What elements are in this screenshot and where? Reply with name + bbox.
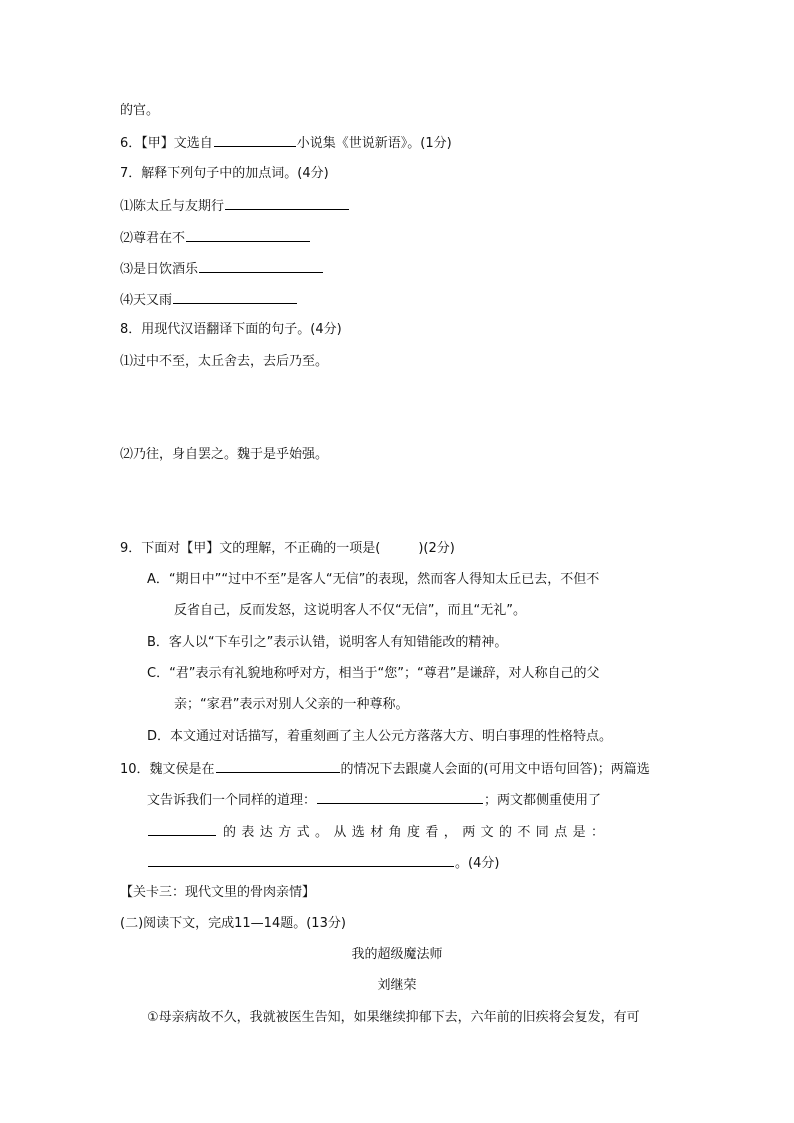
item-text: ⑷天又雨 <box>120 293 173 308</box>
answer-blank[interactable] <box>148 852 454 867</box>
answer-blank[interactable] <box>214 132 296 147</box>
answer-blank[interactable] <box>173 289 297 304</box>
answer-blank[interactable] <box>216 758 340 773</box>
question-10-text: ；两文都侧重使用了 <box>484 793 602 808</box>
option-b: B．客人以“下车引之”表示认错，说明客人有知错能改的精神。 <box>147 635 508 650</box>
question-10-line-2 <box>147 789 601 809</box>
answer-blank[interactable] <box>317 789 483 804</box>
item-text: ⑵尊君在不 <box>120 231 186 246</box>
question-6-text-end: 小说集《世说新语》。(1分) <box>296 136 452 151</box>
question-10-line-4 <box>147 852 499 872</box>
question-6 <box>120 132 452 152</box>
article-paragraph-1: ①母亲病故不久，我就被医生告知，如果继续抑郁下去，六年前的旧疾将会复发，有可 <box>147 1010 640 1025</box>
question-10-text: 文告诉我们一个同样的道理： <box>147 793 317 808</box>
option-c-line-2: 亲；“家君”表示对别人父亲的一种尊称。 <box>174 697 409 712</box>
option-a-line-1: A．“期日中”“过中不至”是客人“无信”的表现，然而客人得知太丘已去，不但不 <box>147 572 600 587</box>
answer-blank[interactable] <box>186 227 310 242</box>
question-8-item-1: ⑴过中不至，太丘舍去，去后乃至。 <box>120 354 329 369</box>
question-7-item-4 <box>120 289 298 309</box>
question-10-text: 10．魏文侯是在 <box>120 762 215 777</box>
question-10-text: 的情况下去跟虞人会面的(可用文中语句回答)；两篇选 <box>340 762 650 777</box>
option-c-line-1: C．“君”表示有礼貌地称呼对方，相当于“您”；“尊君”是谦辞，对人称自己的父 <box>147 666 600 681</box>
section-heading: 【关卡三：现代文里的骨肉亲情】 <box>120 885 316 900</box>
question-7: 7．解释下列句子中的加点词。(4分) <box>120 166 329 181</box>
item-text: ⑴陈太丘与友期行 <box>120 199 225 214</box>
question-10-line-1 <box>120 758 650 778</box>
article-author: 刘继荣 <box>377 978 417 993</box>
question-9-score: )(2分) <box>418 541 455 556</box>
question-8: 8．用现代汉语翻译下面的句子。(4分) <box>120 322 342 337</box>
question-9 <box>120 539 455 559</box>
article-title: 我的超级魔法师 <box>351 947 443 962</box>
question-10-line-3 <box>147 821 609 841</box>
reading-instruction: (二)阅读下文，完成11—14题。(13分) <box>120 916 346 931</box>
question-9-text: 9．下面对【甲】文的理解，不正确的一项是( <box>120 541 381 556</box>
question-7-item-1 <box>120 195 350 215</box>
question-10-score: 。(4分) <box>455 856 500 871</box>
option-a-line-2: 反省自己，反而发怒，这说明客人不仅“无信”，而且“无礼”。 <box>174 603 526 618</box>
option-d: D．本文通过对话描写，着重刻画了主人公元方落落大方、明白事理的性格特点。 <box>147 729 613 744</box>
question-8-item-2: ⑵乃往，身自罢之。魏于是乎始强。 <box>120 447 329 462</box>
answer-blank[interactable] <box>148 821 216 836</box>
answer-blank[interactable] <box>225 195 349 210</box>
question-7-item-2 <box>120 227 311 247</box>
text-line: 的官。 <box>120 103 160 118</box>
question-7-item-3 <box>120 258 324 278</box>
item-text: ⑶是日饮酒乐 <box>120 262 199 277</box>
question-10-text: 的表达方式。从选材角度看，两文的不同点是： <box>223 825 610 840</box>
answer-blank[interactable] <box>199 258 323 273</box>
question-6-text: 6．【甲】文选自 <box>120 136 213 151</box>
